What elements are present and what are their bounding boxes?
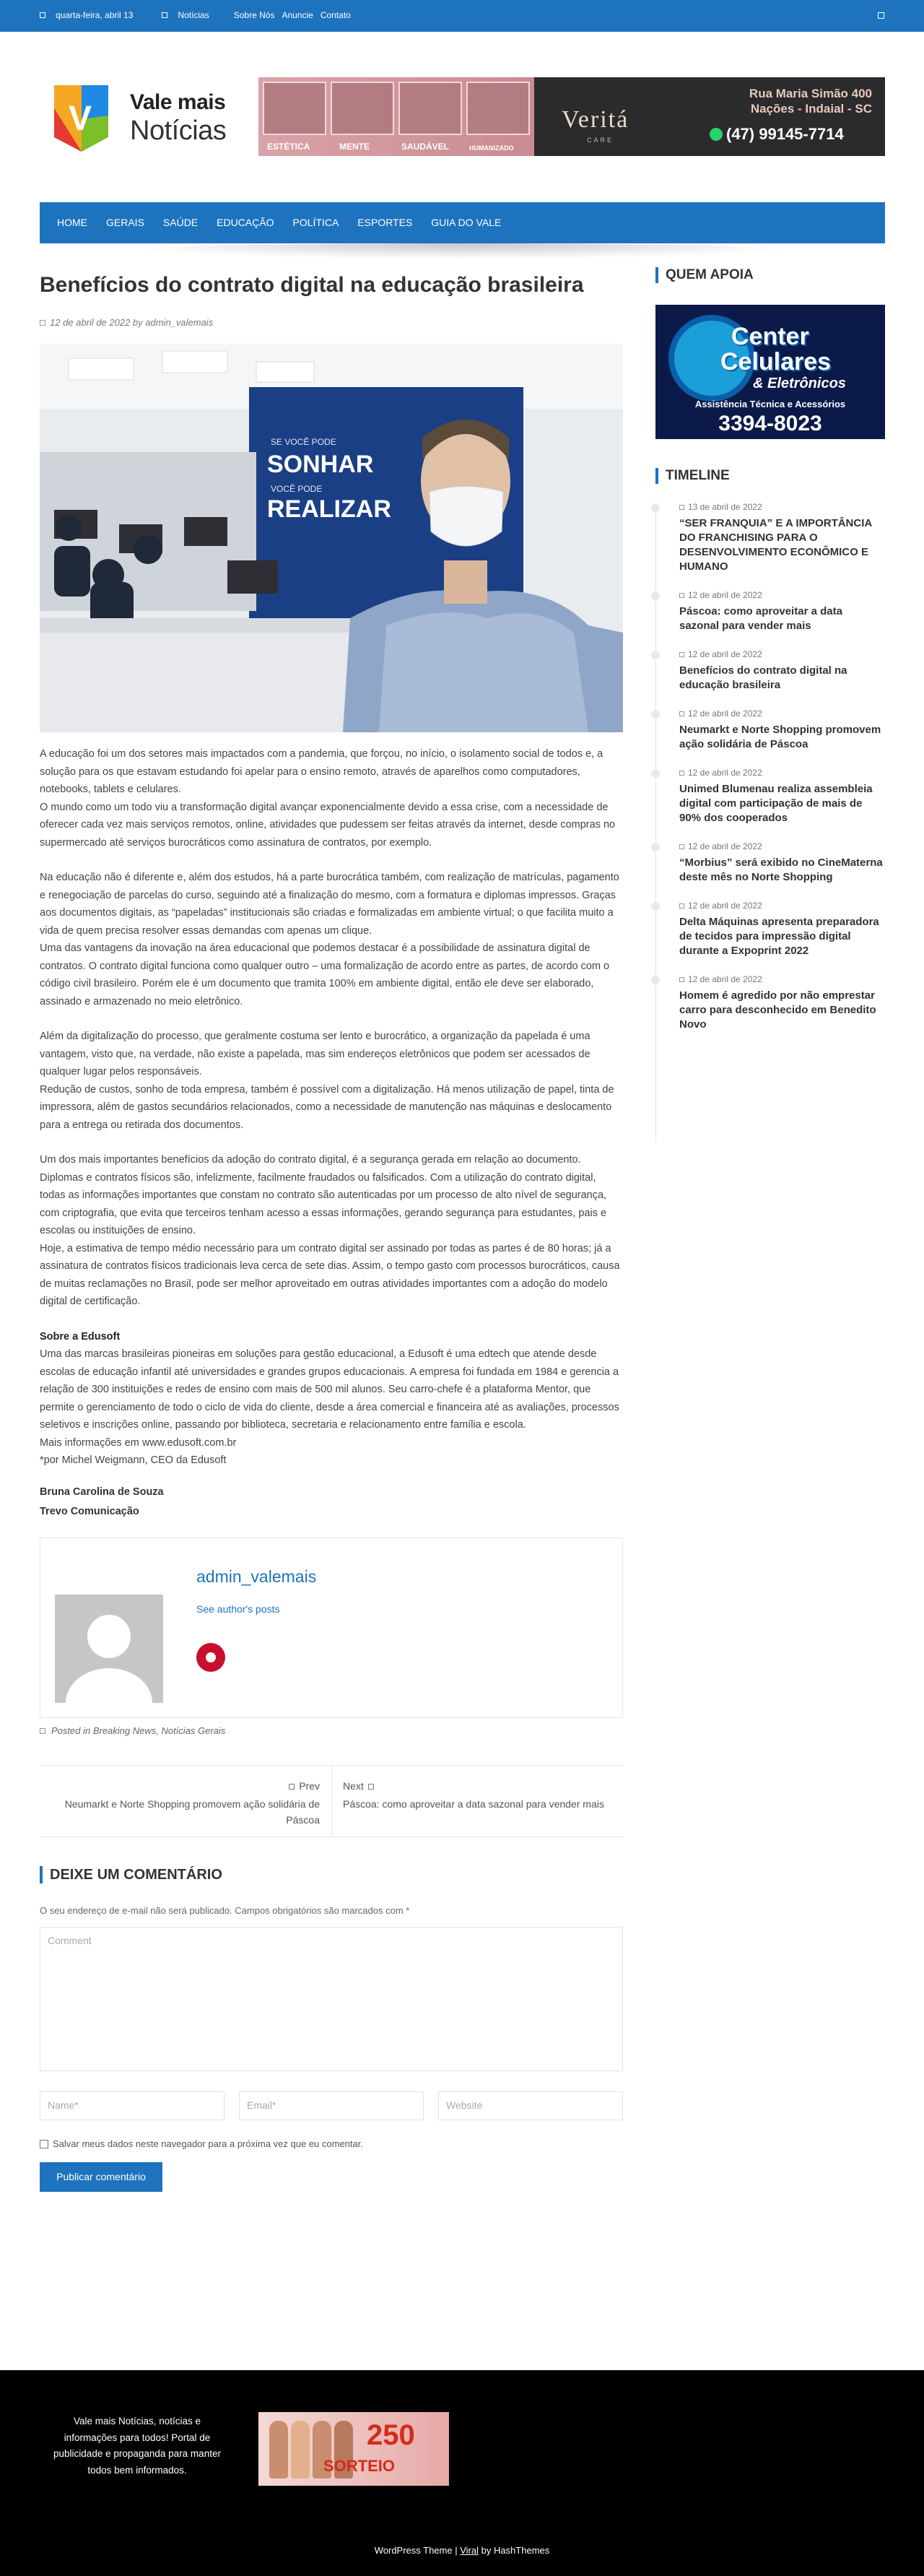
clock-icon	[679, 711, 684, 716]
about-heading: Sobre a Edusoft	[40, 1330, 121, 1343]
sponsor-widget-title: QUEM APOIA	[655, 267, 885, 283]
post-categories: Posted in Breaking News, Notícias Gerais	[40, 1725, 623, 1736]
topbar-link-contact[interactable]: Contato	[320, 10, 351, 20]
comment-fields	[40, 2091, 623, 2120]
ad-photo-strip	[258, 77, 534, 156]
topbar-link-advertise[interactable]: Anuncie	[282, 10, 313, 20]
reply-title: DEIXE UM COMENTÁRIO	[40, 1866, 623, 1883]
clock-icon	[679, 771, 684, 776]
top-bar	[0, 0, 924, 32]
whatsapp-icon	[710, 128, 723, 141]
clock-icon	[679, 593, 684, 598]
ad-address: Rua Maria Simão 400 Nações - Indaial - SC	[749, 87, 872, 116]
timeline-item[interactable]: 12 de abril de 2022 Neumarkt e Norte Shopping promovem ação solidária de Páscoa	[679, 708, 885, 752]
hero-photo	[40, 344, 623, 732]
site-footer	[0, 2370, 924, 2576]
chevron-right-icon	[368, 1784, 374, 1790]
ad-brand: Veritá	[562, 106, 629, 133]
article-meta: 12 de abril de 2022 by admin_valemais	[40, 317, 623, 328]
clock-icon	[679, 652, 684, 657]
timeline-widget-title: TIMELINE	[655, 468, 885, 484]
logo-text-line1: Vale mais	[130, 90, 226, 114]
save-checkbox[interactable]	[40, 2140, 48, 2148]
article-body	[40, 745, 623, 1522]
timeline-item[interactable]: 12 de abril de 2022 Unimed Blumenau realiza assembleia digital com participação de mais de 90% dos cooperados	[679, 768, 885, 825]
prev-post-link[interactable]: Prev Neumarkt e Norte Shopping promovem ação solidária de Páscoa	[64, 1779, 320, 1826]
post-navigation	[40, 1765, 623, 1837]
website-field[interactable]: Website	[438, 2091, 623, 2120]
footer-ad-word: SORTEIO	[323, 2457, 396, 2475]
comment-textarea[interactable]: Comment	[40, 1927, 623, 2071]
news-icon	[162, 12, 167, 18]
nav-item-politica[interactable]: POLÍTICA	[292, 217, 339, 228]
ad-phone: (47) 99145-7714	[710, 125, 844, 144]
ad-panel-label: HUMANIZADO	[469, 144, 514, 152]
name-field[interactable]: Name*	[40, 2091, 225, 2120]
timeline-item[interactable]: 13 de abril de 2022 “SER FRANQUIA” E A IMPORTÂNCIA DO FRANCHISING PARA O DESENVOLVIMENTO ECONÔMICO E HUMANO	[679, 502, 885, 574]
ad-brand-sub: CARE	[587, 136, 614, 144]
next-post-link[interactable]: Next Páscoa: como aproveitar a data sazonal para vender mais	[343, 1779, 604, 1810]
nav-item-saude[interactable]: SAÚDE	[162, 217, 199, 228]
logo-mark-icon	[47, 79, 116, 155]
clock-icon	[679, 977, 684, 982]
svg-text:V: V	[69, 100, 92, 138]
clock-icon	[679, 844, 684, 849]
facebook-icon[interactable]	[878, 12, 884, 19]
svg-text:SE VOCÊ PODE: SE VOCÊ PODE	[271, 437, 336, 447]
save-details: Salvar meus dados neste navegador para a próxima vez que eu comentar.	[40, 2138, 623, 2149]
nav-item-educacao[interactable]: EDUCAÇÃO	[217, 217, 274, 228]
timeline-item[interactable]: 12 de abril de 2022 Benefícios do contrato digital na educação brasileira	[679, 649, 885, 693]
timeline-list	[655, 502, 885, 1032]
article-paragraph: A educação foi um dos setores mais impactados com a pandemia, que forçou, no início, o isolamento social de todos e, a solução para os que estavam estudando foi apelar para o ensino remoto, através de aparelhos como computadores, notebooks, tablets e celulares. O mundo como um todo viu a transformação digital avançar exponencialmente devido a essa crise, com a necessidade de oferecer cada vez mais serviços remotos, online, atividades que pudessem ser feitas através da internet, desde compras no supermercado até serviços burocráticos como assinatura de contratos, por exemplo.	[40, 748, 616, 849]
sidebar	[655, 267, 885, 1048]
sponsor-text: Assistência Técnica e Acessórios	[694, 399, 846, 409]
article	[40, 267, 623, 2192]
timeline-item[interactable]: 12 de abril de 2022 Homem é agredido por não emprestar carro para desconhecido em Benedito Novo	[679, 974, 885, 1032]
theme-link[interactable]: Viral	[460, 2545, 479, 2556]
about-section	[40, 1328, 623, 1470]
author-name[interactable]: admin_valemais	[196, 1566, 317, 1586]
clock-icon	[679, 505, 684, 510]
clock-icon	[679, 903, 684, 908]
footer-copyright: WordPress Theme | Viral by HashThemes	[374, 2545, 550, 2556]
svg-text:VOCÊ PODE: VOCÊ PODE	[271, 484, 323, 494]
article-hero-image	[40, 344, 623, 732]
nav-shadow	[108, 243, 816, 259]
topbar-link-news[interactable]: Notícias	[178, 10, 209, 20]
site-logo[interactable]	[47, 76, 242, 159]
sponsor-text: Celulares	[720, 348, 832, 376]
about-text: Uma das marcas brasileiras pioneiras em soluções para gestão educacional, a Edusoft é uma edtech que atende desde escolas de educação infantil até universidades e grandes grupos educacionais. A empresa foi fundada em 1984 e gerencia a relação de 300 instituições e redes de ensino com mais de 500 mil alunos. Seu carro-chefe é a plataforma Mentor, que permite o gerenciamento de todo o ciclo de vida do cliente, desde a área comercial e financeira até as avaliações, processos seletivos e inscrições online, passando por biblioteca, secretaria e relacionamento entre família e escola. Mais informações em www.edusoft.com.br *por Michel Weigmann, CEO da Edusoft	[40, 1348, 619, 1466]
sponsor-phone: 3394-8023	[718, 412, 822, 435]
current-date: quarta-feira, abril 13	[56, 10, 134, 20]
author-box	[40, 1538, 623, 1718]
nav-item-gerais[interactable]: GERAIS	[106, 217, 144, 228]
article-signature: Bruna Carolina de Souza Trevo Comunicação	[40, 1486, 164, 1517]
main-navigation	[40, 202, 885, 243]
footer-about: Vale mais Notícias, notícias e informações para todos! Portal de publicidade e propaganda para manter todos bem informados.	[53, 2416, 221, 2476]
nav-item-guia[interactable]: GUIA DO VALE	[431, 217, 502, 228]
ad-panel-label: ESTÉTICA	[267, 142, 310, 152]
article-paragraph: Um dos mais importantes benefícios da adoção do contrato digital, é a segurança gerada em relação ao documento. Diplomas e contratos físicos são, infelizmente, facilmente fraudados ou falsificados. Com a utilização do contrato digital, todas as informações importantes que constam no contrato são autenticadas por um processo de alto nível de segurança, com criptografia, que evita que terceiros tenham acesso a essas informações, gerando segurança para estudantes, pais e escolas ou instituições de ensino. Hoje, a estimativa de tempo médio necessário para um contrato digital ser assinado por todas as partes é de 80 horas; já a assinatura de contratos físicos tradicionais leva cerca de sete dias. Assim, o tempo gasto com processos burocráticos, causa de muitas reclamações no Brasil, pode ser melhor aproveitado em outras atividades importantes com a adoção do modelo digital de certificação.	[40, 1154, 620, 1307]
sponsor-text: & Eletrônicos	[753, 376, 846, 391]
logo-text-line2: Notícias	[130, 116, 227, 146]
timeline-item[interactable]: 12 de abril de 2022 “Morbius” será exibido no CineMaterna deste mês no Norte Shopping	[679, 841, 885, 885]
ad-panel-label: MENTE	[339, 142, 370, 152]
chevron-left-icon	[289, 1784, 295, 1790]
ad-panel-label: SAUDÁVEL	[401, 142, 450, 152]
clock-icon	[40, 320, 45, 326]
globe-icon[interactable]	[196, 1643, 225, 1672]
author-avatar	[55, 1595, 163, 1703]
footer-ad-number: 250	[367, 2419, 415, 2451]
email-field[interactable]: Email*	[239, 2091, 424, 2120]
reply-note: O seu endereço de e-mail não será publicado. Campos obrigatórios são marcados com *	[40, 1904, 410, 1916]
svg-text:REALIZAR: REALIZAR	[267, 495, 391, 523]
header-advertisement[interactable]	[258, 77, 885, 156]
article-paragraph: Além da digitalização do processo, que geralmente costuma ser lento e burocrático, a organização da papelada é uma vantagem, visto que, na verdade, não existe a papelada, mas sim endereços eletrônicos que podem ser acessados de qualquer lugar pelos responsáveis. Redução de custos, sonho de toda empresa, também é possível com a digitalização. Há menos utilização de papel, tinta de impressora, além de gastos secundários relacionados, como a necessidade de manutenção nas máquinas e deslocamento para a entrega ou retirada dos documentos.	[40, 1031, 614, 1131]
topbar-link-about[interactable]: Sobre Nós	[233, 10, 275, 20]
footer-advertisement[interactable]	[258, 2412, 449, 2486]
calendar-icon	[40, 12, 45, 18]
sponsor-text: Center	[731, 323, 809, 350]
author-posts-link[interactable]: See author's posts	[196, 1603, 280, 1615]
submit-comment-button[interactable]: Publicar comentário	[40, 2162, 162, 2192]
nav-item-home[interactable]: HOME	[57, 217, 87, 228]
nav-item-esportes[interactable]: ESPORTES	[357, 217, 413, 228]
sponsor-banner[interactable]	[655, 305, 885, 439]
article-title: Benefícios do contrato digital na educação brasileira	[40, 273, 584, 297]
article-paragraph: Na educação não é diferente e, além dos estudos, há a parte burocrática também, com realização de matrículas, pagamento e renegociação de parcelas do curso, seguindo até a finalização do mesmo, com a formatura e diplomas impressos. Graças aos documentos digitais, as “papeladas” institucionais são criadas e formalizadas em ambiente virtual; o que facilita muito a vida de quem precisa resolver essas demandas com apenas um clique. Uma das vantagens da inovação na área educacional que podemos destacar é a possibilidade de assinatura digital de contratos. O contrato digital funciona como qualquer outro – uma formalização de acordo entre as partes, de acordo com o código civil brasileiro. Porém ele é um documento que tramita 100% em ambiente digital, então ele deve ser elaborado, assinado e armazenado no meio eletrônico.	[40, 872, 619, 1007]
svg-text:SONHAR: SONHAR	[267, 451, 374, 478]
timeline-item[interactable]: 12 de abril de 2022 Delta Máquinas apresenta preparadora de tecidos para impressão digital durante a Expoprint 2022	[679, 901, 885, 958]
folder-icon	[40, 1728, 45, 1734]
timeline-item[interactable]: 12 de abril de 2022 Páscoa: como aproveitar a data sazonal para vender mais	[679, 590, 885, 633]
